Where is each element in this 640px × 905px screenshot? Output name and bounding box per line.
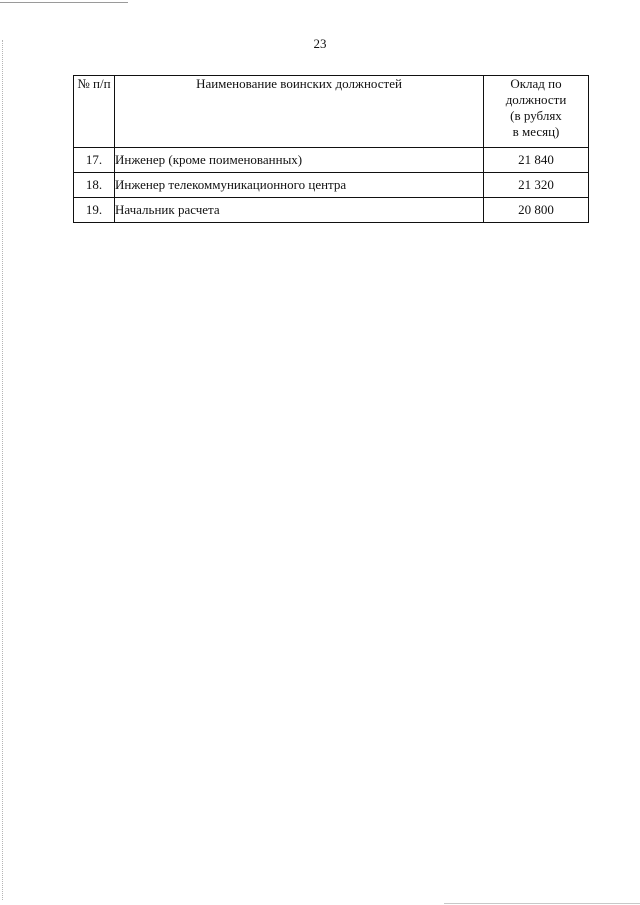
table-row — [74, 173, 589, 198]
row-position-name: Инженер (кроме поименованных) — [115, 148, 484, 173]
row-salary: 21 840 — [484, 148, 589, 173]
row-number: 18. — [74, 173, 115, 198]
header-position-name: Наименование воинских должностей — [115, 76, 484, 148]
header-salary-line: должности — [505, 92, 567, 107]
row-number: 19. — [74, 198, 115, 223]
header-salary — [484, 76, 589, 148]
scan-edge-left — [2, 40, 3, 900]
scan-edge-bottom — [444, 903, 640, 904]
header-number: № п/п — [74, 76, 115, 148]
row-position-name: Начальник расчета — [115, 198, 484, 223]
table-header-row — [74, 76, 589, 148]
page-number: 23 — [313, 36, 327, 51]
positions-table — [73, 75, 589, 223]
row-salary: 21 320 — [484, 173, 589, 198]
table-row — [74, 148, 589, 173]
header-salary-line: (в рублях — [510, 108, 562, 123]
header-salary-line: в месяц) — [512, 124, 560, 139]
scan-edge-top — [0, 2, 128, 3]
row-salary: 20 800 — [484, 198, 589, 223]
header-salary-line: Оклад по — [510, 76, 562, 91]
row-number: 17. — [74, 148, 115, 173]
row-position-name: Инженер телекоммуникационного центра — [115, 173, 484, 198]
table-row — [74, 198, 589, 223]
